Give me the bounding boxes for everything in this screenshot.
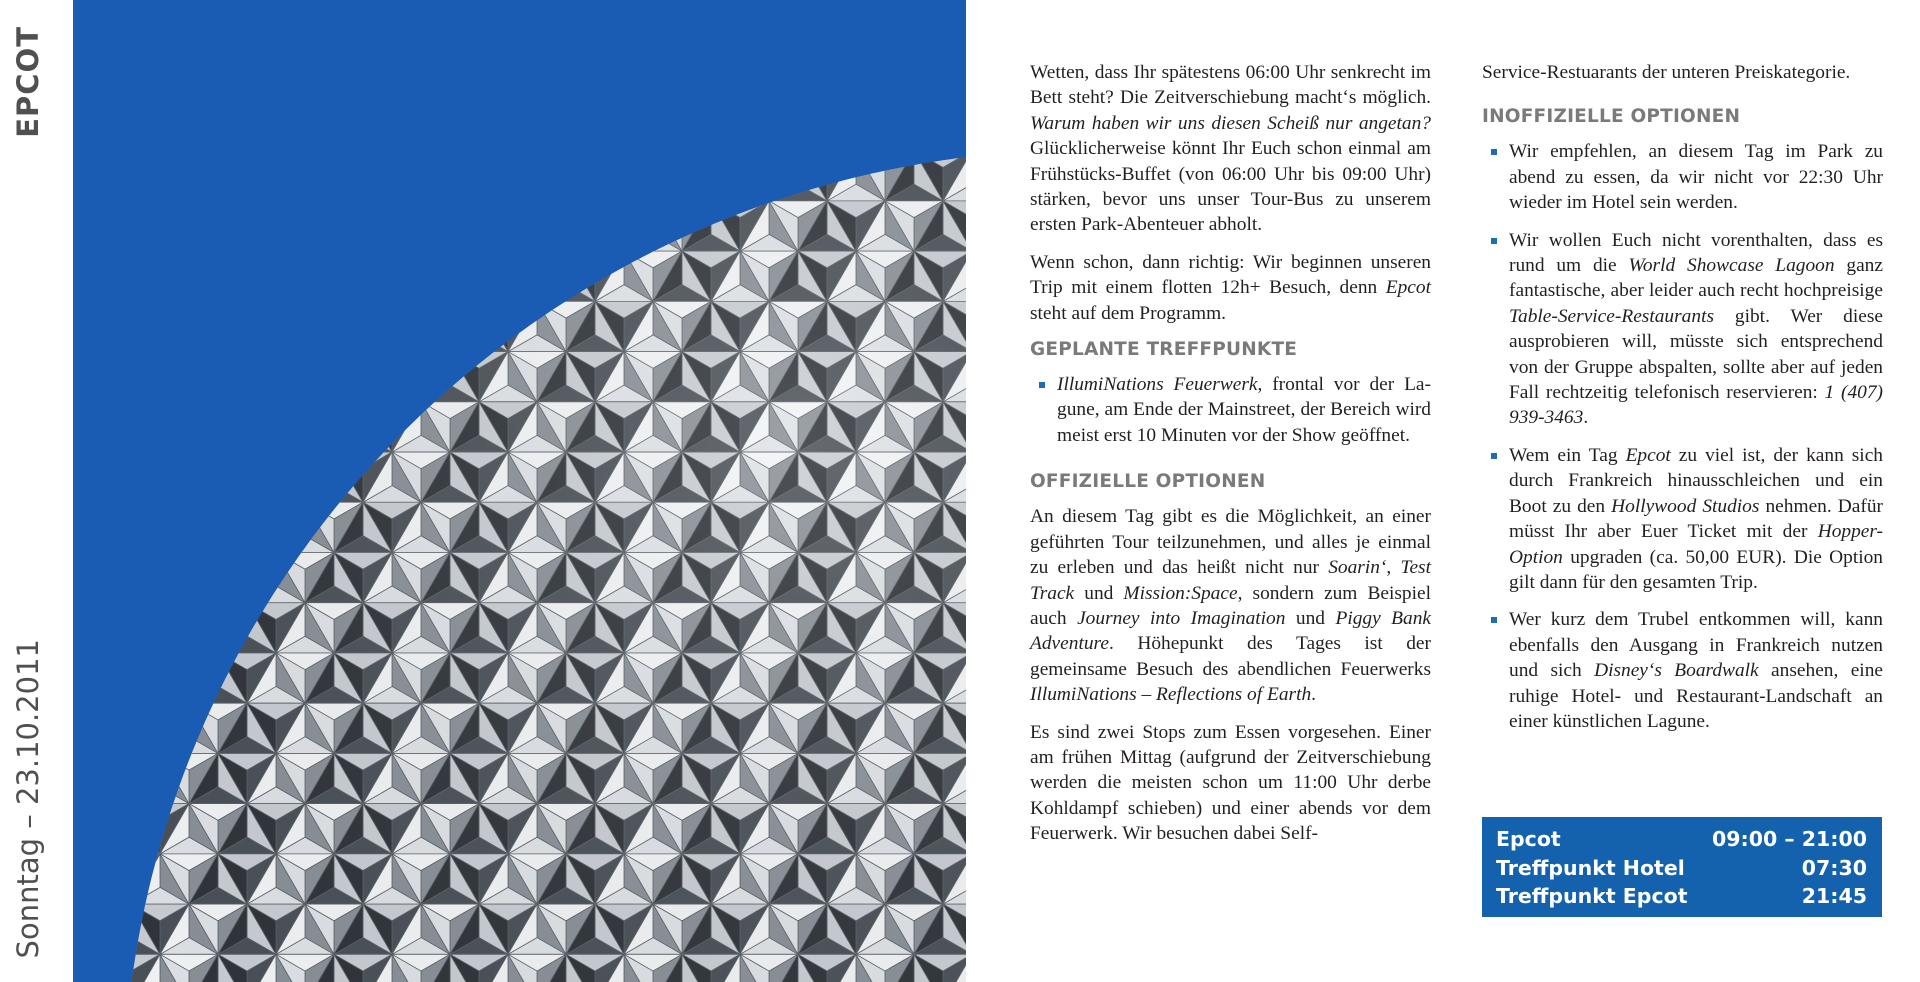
schedule-time: 09:00 – 21:00	[1711, 827, 1867, 851]
bullet-icon	[1491, 238, 1497, 244]
list-item: Wir empfehlen, an diesem Tag im Park zu abend zu essen, da wir nicht vor 22:30 Uhr wieder im Hotel sein werden.	[1482, 139, 1883, 215]
list-item: IllumiNations Feuerwerk, frontal vor der Lagune, am Ende der Mainstreet, der Bereich wird meist erst 10 Minuten vor der Show geöffnet.	[1030, 372, 1431, 448]
heading-inoffizielle-optionen: INOFFIZIELLE OPTIONEN	[1482, 106, 1741, 128]
bullet-icon	[1491, 617, 1497, 623]
food-paragraph: Es sind zwei Stops zum Essen vorgesehen. Einer am frühen Mittag (aufgrund der Zeitverschiebung werden die meisten schon um 11:00 Uhr derbe Kohldampf schieben) und einer abends vor dem Feuerwerk. Wir besuchen dabei Self-	[1030, 721, 1431, 845]
geodesic-sphere-image	[73, 0, 966, 982]
treffpunkte-list	[1030, 372, 1431, 448]
list-item: Wir wollen Euch nicht vorenthalten, dass es rund um die World Showcase Lagoon ganz fantastische, aber leider auch recht hochpreisige Table-Service-Restaurants gibt. Wer diese ausprobieren will, müsste sich entsprechend von der Gruppe abspalten, sollte aber auf jeden Fall rechtzeitig telefonisch reservieren: 1 (407) 939-3463.	[1482, 228, 1883, 431]
trip-paragraph: Wenn schon, dann richtig: Wir beginnen unseren Trip mit einem flotten 12h+ Besuch, denn Epcot steht auf dem Programm.	[1030, 251, 1431, 324]
section-title	[0, 22, 56, 142]
schedule-time: 21:45	[1801, 884, 1867, 908]
list-item: Wem ein Tag Epcot zu viel ist, der kann sich durch Frankreich hinausschleichen und ein Boot zu den Hollywood Studios nehmen. Dafür müsst Ihr aber Euer Ticket mit der Hopper-Option upgraden (ca. 50,00 EUR). Die Option gilt dann für den gesamten Trip.	[1482, 443, 1883, 595]
schedule-row	[1496, 825, 1867, 854]
date-label-text: Sonntag – 23.10.2011	[11, 639, 45, 959]
date-label	[0, 640, 56, 958]
schedule-time: 07:30	[1801, 855, 1867, 880]
schedule-label: Epcot	[1496, 827, 1561, 851]
food-paragraph-continued: Service-Restuarants der unteren Preiskategorie.	[1482, 62, 1851, 83]
schedule-label: Treffpunkt Hotel	[1496, 855, 1685, 880]
schedule-box	[1482, 817, 1882, 917]
list-item: Wer kurz dem Trubel entkommen will, kann ebenfalls den Ausgang in Frankreich nutzen und sich Disney‘s Boardwalk ansehen, eine ruhige Hotel- und Restaurant-Landschaft an einer künstlichen Lagune.	[1482, 607, 1883, 734]
text-column-right	[1482, 60, 1883, 746]
schedule-row	[1496, 882, 1867, 911]
text-column-left	[1030, 60, 1431, 859]
section-title-text: EPCOT	[11, 26, 45, 138]
heading-geplante-treffpunkte: GEPLANTE TREFFPUNKTE	[1030, 339, 1298, 361]
intro-paragraph: Wetten, dass Ihr spätestens 06:00 Uhr senkrecht im Bett steht? Die Zeitverschiebung macht‘s möglich. Warum haben wir uns diesen Scheiß nur angetan? Glücklicherweise könnt Ihr Euch schon einmal am Frühstücks-Buffet (von 06:00 Uhr bis 09:00 Uhr) stärken, bevor uns unser Tour-Bus zu unserem ersten Park-Abenteuer abholt.	[1030, 62, 1431, 236]
heading-offizielle-optionen: OFFIZIELLE OPTIONEN	[1030, 471, 1266, 493]
bullet-icon	[1039, 382, 1045, 388]
schedule-row	[1496, 854, 1867, 883]
spaceship-earth-photo	[73, 0, 966, 982]
bullet-icon	[1491, 453, 1497, 459]
schedule-label: Treffpunkt Epcot	[1496, 884, 1688, 908]
tour-paragraph: An diesem Tag gibt es die Möglichkeit, an einer geführten Tour teilzunehmen, und alles je einmal zu erleben und das heißt nicht nur Soarin‘, Test Track und Mission:Space, sondern zum Beispiel auch Journey into Imagination und Piggy Bank Adventure. Höhepunkt des Tages ist der gemeinsame Besuch des abendlichen Feuerwerks IllumiNations – Reflections of Earth.	[1030, 506, 1432, 706]
bullet-icon	[1491, 149, 1497, 155]
inoffizielle-optionen-list	[1482, 139, 1883, 734]
